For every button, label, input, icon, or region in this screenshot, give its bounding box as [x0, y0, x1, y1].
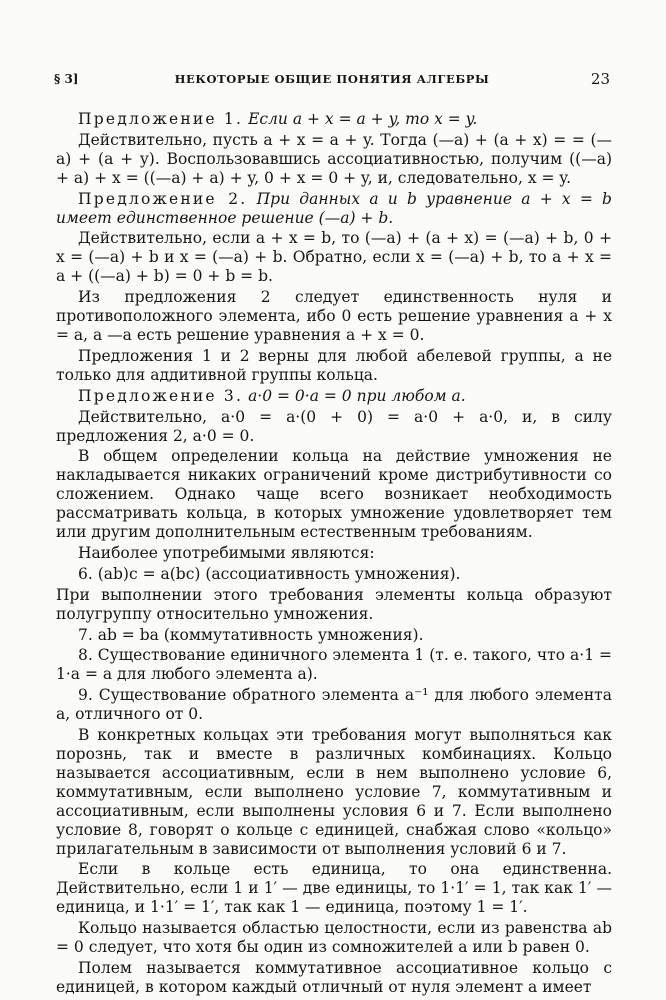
- paragraph: Действительно, пусть a + x = a + y. Тогда (—a) + (a + x) = = (—a) + (a + y). Воспользовавшись ассоциативностью, получим ((—a) + a) + x = ((—a) + a) + y, 0 + x = 0 + y, и, следовательно, x = y.: [56, 130, 612, 187]
- proposition-label: Предложение 3.: [78, 386, 244, 405]
- paragraph: Действительно, если a + x = b, то (—a) + (a + x) = (—a) + b, 0 + x = (—a) + b и x = (—a) + b. Обратно, если x = (—a) + b, то a + x = a + ((—a) + b) = 0 + b = b.: [56, 229, 612, 286]
- paragraph: 9. Существование обратного элемента a⁻¹ для любого элемента a, отличного от 0.: [56, 686, 612, 724]
- section-reference: § 3]: [54, 72, 79, 86]
- running-header: [54, 70, 610, 90]
- paragraph: Действительно, a·0 = a·(0 + 0) = a·0 + a·0, и, в силу предложения 2, a·0 = 0.: [56, 407, 612, 445]
- proposition-statement: Если a + x = a + y, то x = y.: [248, 110, 478, 128]
- paragraph: Кольцо называется областью целостности, если из равенства ab = 0 следует, что хотя бы один из сомножителей a или b равен 0.: [56, 919, 612, 957]
- paragraph: 6. (ab)c = a(bc) (ассоциативность умножения).: [78, 564, 461, 583]
- proposition-label: Предложение 1.: [78, 110, 244, 128]
- paragraph: Из предложения 2 следует единственность нуля и противоположного элемента, ибо 0 есть решение уравнения a + x = a, а —a есть решение уравнения a + x = 0.: [56, 288, 612, 344]
- paragraph: Полем называется коммутативное ассоциативное кольцо с единицей, в котором каждый отличный от нуля элемент a имеет: [56, 958, 612, 996]
- paragraph: В общем определении кольца на действие умножения не накладывается никаких ограничений кроме дистрибутивности со сложением. Однако чаще всего возникает необходимость рассматривать кольца, в которых умножение удовлетворяет тем или другим дополнительным естественным требованиям.: [56, 447, 612, 542]
- paragraph: При выполнении этого требования элементы кольца образуют полугруппу относительно умножения.: [56, 585, 612, 623]
- running-title: НЕКОТОРЫЕ ОБЩИЕ ПОНЯТИЯ АЛГЕБРЫ: [174, 72, 490, 86]
- proposition-statement: a·0 = 0·a = 0 при любом a.: [248, 386, 466, 405]
- paragraph: Наиболее употребимыми являются:: [78, 543, 375, 562]
- paragraph: Если в кольце есть единица, то она единственна. Действительно, если 1 и 1′ — две единицы, то 1·1′ = 1, так как 1′ — единица, и 1·1′ = 1′, так как 1 — единица, поэтому 1 = 1′.: [56, 860, 612, 917]
- body-text: [56, 110, 612, 999]
- paragraph: 7. ab = ba (коммутативность умножения).: [78, 625, 424, 644]
- paragraph: [56, 190, 612, 228]
- paragraph: [56, 110, 612, 129]
- page-number: 23: [590, 70, 610, 88]
- paragraph: 8. Существование единичного элемента 1 (т. е. такого, что a·1 = 1·a = a для любого элемента a).: [56, 646, 612, 684]
- paragraph: В конкретных кольцах эти требования могут выполняться как порознь, так и вместе в различных комбинациях. Кольцо называется ассоциативным, если в нем выполнено условие 6, коммутативным, если выполнено условие 7, коммутативным и ассоциативным, если выполнены условия 6 и 7. Если выполнено условие 8, говорят о кольце с единицей, снабжая слово «кольцо» прилагательным в зависимости от выполнения условий 6 и 7.: [56, 726, 612, 858]
- proposition-statement: При данных a и b уравнение a + x = b имеет единственное решение (—a) + b.: [56, 189, 612, 227]
- paragraph: [56, 387, 612, 406]
- paragraph: Предложения 1 и 2 верны для любой абелевой группы, а не только для аддитивной группы кольца.: [56, 346, 612, 384]
- proposition-label: Предложение 2.: [78, 189, 248, 208]
